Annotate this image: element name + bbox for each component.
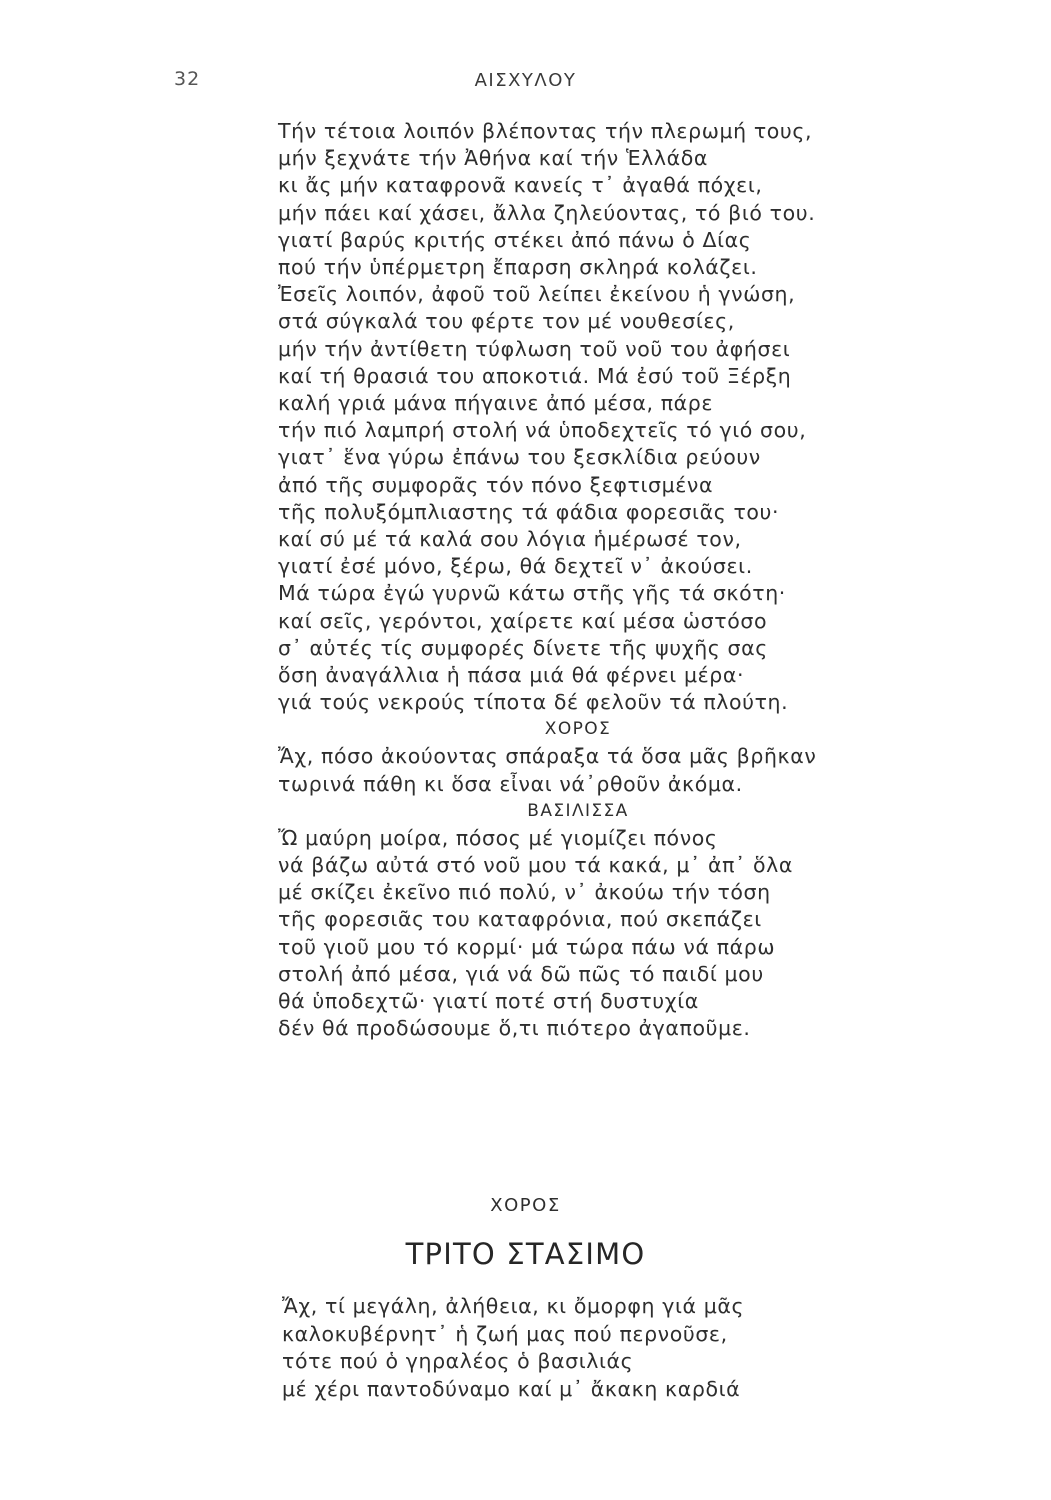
verse-line: γιατ᾽ ἕνα γύρω ἐπάνω του ξεσκλίδια ρεύουν [278,445,761,470]
verse-line: τήν πιό λαμπρή στολή νά ὑποδεχτεῖς τό γιό σου, [278,418,807,443]
verse-line: στολή ἀπό μέσα, γιά νά δῶ πῶς τό παιδί μου [278,961,764,986]
page-number: 32 [174,68,201,90]
verse-line: τοῦ γιοῦ μου τό κορμί· μά τώρα πάω νά πάρω [278,934,776,959]
verse-line: θά ὑποδεχτῶ· γιατί ποτέ στή δυστυχία [278,989,699,1014]
verse-line: Ἄχ, πόσο ἀκούοντας σπάραξα τά ὅσα μᾶς βρῆκαν [278,744,817,769]
speaker-label-chorus: ΧΟΡΟΣ [544,719,612,740]
verse-line: ἀπό τῆς συμφορᾶς τόν πόνο ξεφτισμένα [278,472,714,497]
verse-line: τῆς πολυξόμπλιαστης τά φάδια φορεσιᾶς του· [278,499,780,524]
stasimo-text [282,1293,982,1403]
verse-line: Ὤ μαύρη μοίρα, πόσος μέ γιομίζει πόνος [278,825,718,850]
running-title: ΑΙΣΧΥΛΟΥ [474,70,577,91]
verse-line: μήν τήν ἀντίθετη τύφλωση τοῦ νοῦ του ἀφήσει [278,336,791,361]
verse-line: καλοκυβέρνητ᾽ ἡ ζωή μας πού περνοῦσε, [282,1321,728,1346]
verse-line: μέ χέρι παντοδύναμο καί μ᾽ ἄκακη καρδιά [282,1376,741,1401]
verse-line: κι ἄς μήν καταφρονᾶ κανείς τ᾽ ἀγαθά πόχει, [278,173,763,198]
section-speaker-label: ΧΟΡΟΣ [490,1195,561,1216]
verse-line: τότε πού ὁ γηραλέος ὁ βασιλιάς [282,1349,634,1374]
verse-line: γιά τούς νεκρούς τίποτα δέ φελοῦν τά πλούτη. [278,690,789,715]
verse-line: μήν πάει καί χάσει, ἄλλα ζηλεύοντας, τό βιό του. [278,200,816,225]
poem-text [278,118,978,1043]
verse-line: καί τή θρασιά του αποκοτιά. Μά ἐσύ τοῦ Ξέρξη [278,363,792,388]
verse-line: πού τήν ὑπέρμετρη ἔπαρση σκληρά κολάζει. [278,255,758,280]
verse-line: καί σύ μέ τά καλά σου λόγια ἡμέρωσέ τον, [278,527,742,552]
verse-line: σ᾽ αὐτές τίς συμφορές δίνετε τῆς ψυχῆς σας [278,635,768,660]
verse-line: καλή γριά μάνα πήγαινε ἀπό μέσα, πάρε [278,391,714,416]
verse-line: Ἐσεῖς λοιπόν, ἀφοῦ τοῦ λείπει ἐκείνου ἡ γνώση, [278,282,796,307]
verse-line: στά σύγκαλά του φέρτε τον μέ νουθεσίες, [278,309,735,334]
verse-line: δέν θά προδώσουμε ὅ,τι πιότερο ἀγαποῦμε. [278,1016,751,1041]
verse-line: τῆς φορεσιᾶς του καταφρόνια, πού σκεπάζει [278,907,762,932]
verse-line: Ἄχ, τί μεγάλη, ἀλήθεια, κι ὄμορφη γιά μᾶς [282,1294,745,1318]
verse-line: μήν ξεχνάτε τήν Ἀθήνα καί τήν Ἑλλάδα [278,146,708,171]
verse-line: μέ σκίζει ἐκεῖνο πιό πολύ, ν᾽ ἀκούω τήν τόση [278,880,771,905]
speaker-label-queen: ΒΑΣΙΛΙΣΣΑ [527,800,629,821]
verse-line: γιατί βαρύς κριτής στέκει ἀπό πάνω ὁ Δίας [278,227,752,252]
verse-line: Μά τώρα ἐγώ γυρνῶ κάτω στῆς γῆς τά σκότη· [278,581,786,606]
verse-line: τωρινά πάθη κι ὅσα εἶναι νά᾽ρθοῦν ἀκόμα. [278,771,743,796]
verse-line: γιατί ἐσέ μόνο, ξέρω, θά δεχτεῖ ν᾽ ἀκούσει. [278,554,753,579]
verse-line: καί σεῖς, γερόντοι, χαίρετε καί μέσα ὡστόσο [278,608,768,633]
verse-line: Τήν τέτοια λοιπόν βλέποντας τήν πλερωμή τους, [278,119,813,143]
section-title: ΤΡΙΤΟ ΣΤΑΣΙΜΟ [405,1237,646,1271]
verse-line: ὅση ἀναγάλλια ἡ πάσα μιά θά φέρνει μέρα· [278,663,745,688]
verse-line: νά βάζω αὐτά στό νοῦ μου τά κακά, μ᾽ ἀπ᾽ ὅλα [278,853,793,878]
